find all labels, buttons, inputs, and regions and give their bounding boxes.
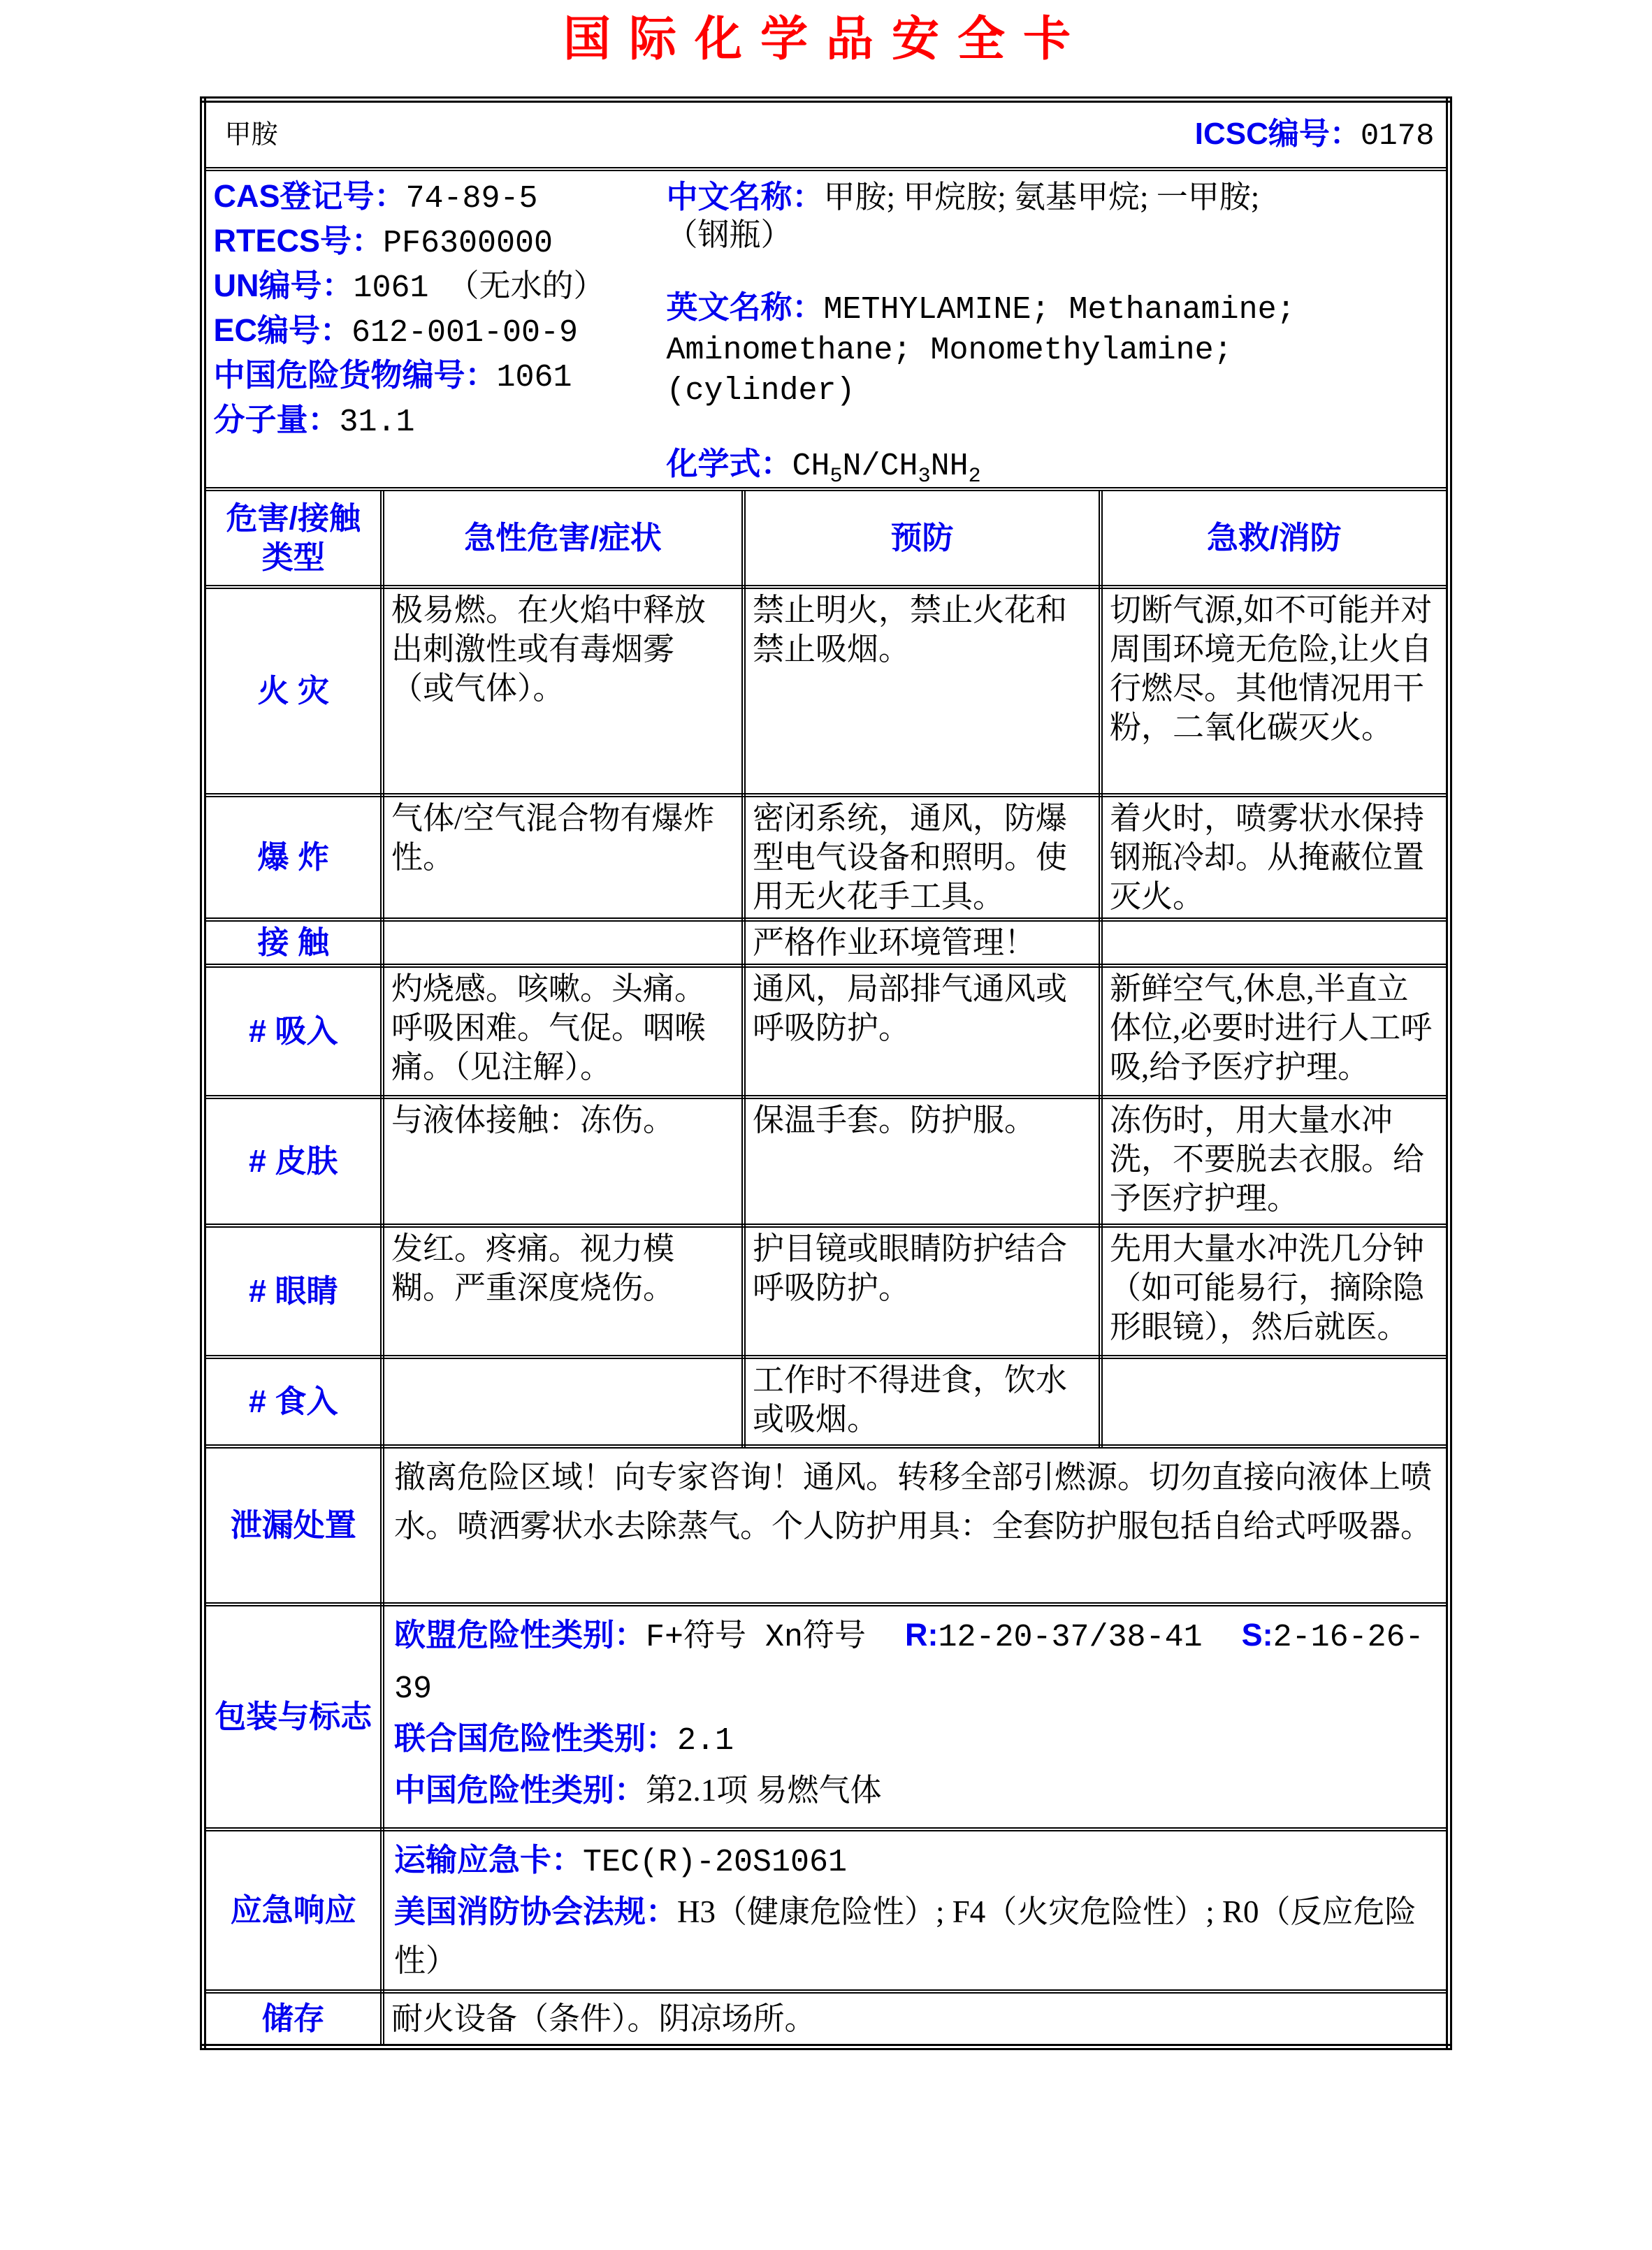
hazard-type-header: 危害/接触 类型 bbox=[203, 489, 382, 587]
ec-number: EC编号：612-001-00-9 bbox=[213, 312, 579, 351]
inhalation-prevention: 通风，局部排气通风或呼吸防护。 bbox=[744, 966, 1101, 1097]
contact-response bbox=[1101, 920, 1449, 966]
storage-row bbox=[203, 1991, 1449, 2047]
fire-prevention: 禁止明火，禁止火花和禁止吸烟。 bbox=[744, 587, 1101, 795]
eyes-response: 先用大量水冲洗几分钟（如可能易行，摘除隐形眼镜），然后就医。 bbox=[1101, 1226, 1449, 1357]
eyes-type-label: # 眼睛 bbox=[203, 1226, 382, 1357]
eyes-symptoms: 发红。疼痛。视力模糊。严重深度烧伤。 bbox=[382, 1226, 744, 1357]
chinese-names: 中文名称：甲胺; 甲烷胺; 氨基甲烷; 一甲胺; （钢瓶） bbox=[666, 179, 1260, 252]
china-hazard-class: 中国危险性类别：第2.1项 易燃气体 bbox=[393, 1772, 882, 1808]
skin-response: 冻伤时，用大量水冲洗，不要脱去衣服。给予医疗护理。 bbox=[1101, 1097, 1449, 1226]
fire-symptoms: 极易燃。在火焰中释放出刺激性或有毒烟雾（或气体）。 bbox=[382, 587, 744, 795]
skin-type-label: # 皮肤 bbox=[203, 1097, 382, 1226]
fire-type-label: 火 灾 bbox=[203, 587, 382, 795]
substance-name: 甲胺 bbox=[224, 120, 278, 150]
hazard-row-ingestion bbox=[203, 1357, 1449, 1446]
un-number: UN编号：1061 （无水的） bbox=[213, 268, 605, 306]
skin-prevention: 保温手套。防护服。 bbox=[744, 1097, 1101, 1226]
hazard-row-skin bbox=[203, 1097, 1449, 1226]
explosion-response: 着火时，喷雾状水保持钢瓶冷却。从掩蔽位置灭火。 bbox=[1101, 795, 1449, 920]
prevention-header: 预防 bbox=[744, 489, 1101, 587]
storage-label: 储存 bbox=[203, 1991, 382, 2047]
eyes-prevention: 护目镜或眼睛防护结合呼吸防护。 bbox=[744, 1226, 1101, 1357]
fire-response: 切断气源,如不可能并对周围环境无危险,让火自行燃尽。其他情况用干粉，二氧化碳灭火。 bbox=[1101, 587, 1449, 795]
contact-prevention: 严格作业环境管理！ bbox=[744, 920, 1101, 966]
ingestion-symptoms bbox=[382, 1357, 744, 1446]
explosion-symptoms: 气体/空气混合物有爆炸性。 bbox=[382, 795, 744, 920]
contact-symptoms bbox=[382, 920, 744, 966]
english-names: 英文名称：METHYLAMINE; Methanamine; Aminomethane; Monomethylamine; (cylinder) bbox=[666, 289, 1296, 409]
icsc-number-label: ICSC编号： bbox=[1194, 117, 1361, 151]
explosion-type-label: 爆 炸 bbox=[203, 795, 382, 920]
identifier-list bbox=[213, 173, 666, 486]
ingestion-type-label: # 食入 bbox=[203, 1357, 382, 1446]
eu-hazard-class: 欧盟危险性类别：F+符号 Xn符号 R:12-20-37/38-41 S:2-16-26-39 bbox=[393, 1617, 1424, 1707]
firstaid-header: 急救/消防 bbox=[1101, 489, 1449, 587]
un-hazard-class: 联合国危险性类别：2.1 bbox=[393, 1720, 734, 1759]
symptoms-header: 急性危害/症状 bbox=[382, 489, 744, 587]
transport-emergency-card: 运输应急卡：TEC(R)-20S1061 bbox=[393, 1842, 848, 1880]
hazard-row-fire bbox=[203, 587, 1449, 795]
skin-symptoms: 与液体接触：冻伤。 bbox=[382, 1097, 744, 1226]
nfpa-code: 美国消防协会法规：H3（健康危险性）; F4（火灾危险性）; R0（反应危险性） bbox=[393, 1894, 1416, 1978]
identification-cell bbox=[203, 169, 1449, 489]
identification-row bbox=[203, 169, 1449, 489]
inhalation-symptoms: 灼烧感。咳嗽。头痛。呼吸困难。气促。咽喉痛。（见注解）。 bbox=[382, 966, 744, 1097]
rtecs-number: RTECS号：PF6300000 bbox=[213, 223, 553, 261]
hazard-row-eyes bbox=[203, 1226, 1449, 1357]
safety-card-table bbox=[200, 96, 1451, 2050]
ingestion-prevention: 工作时不得进食，饮水或吸烟。 bbox=[744, 1357, 1101, 1446]
china-dangerous-goods-number: 中国危险货物编号：1061 bbox=[213, 357, 572, 395]
cas-number: CAS登记号：74-89-5 bbox=[213, 178, 538, 217]
packaging-content bbox=[382, 1604, 1449, 1829]
name-list bbox=[666, 173, 1438, 486]
spill-text: 撤离危险区域！向专家咨询！通风。转移全部引燃源。切勿直接向液体上喷水。喷洒雾状水去除蒸气。个人防护用具：全套防护服包括自给式呼吸器。 bbox=[382, 1446, 1449, 1604]
icsc-number-value: 0178 bbox=[1360, 119, 1435, 154]
explosion-prevention: 密闭系统，通风，防爆型电气设备和照明。使用无火花手工具。 bbox=[744, 795, 1101, 920]
contact-type-label: 接 触 bbox=[203, 920, 382, 966]
hazard-row-inhalation bbox=[203, 966, 1449, 1097]
hazard-row-explosion bbox=[203, 795, 1449, 920]
storage-text: 耐火设备（条件）。阴凉场所。 bbox=[382, 1991, 1449, 2047]
chemical-formula: 化学式：$CH_5N/CH_3NH_2$ bbox=[666, 446, 981, 488]
card-header-cell bbox=[203, 100, 1449, 170]
inhalation-type-label: # 吸入 bbox=[203, 966, 382, 1097]
spill-label: 泄漏处置 bbox=[203, 1446, 382, 1604]
page-title: 国际化学品安全卡 bbox=[563, 13, 1089, 66]
inhalation-response: 新鲜空气,休息,半直立体位,必要时进行人工呼吸,给予医疗护理。 bbox=[1101, 966, 1449, 1097]
packaging-row bbox=[203, 1604, 1449, 1829]
packaging-label: 包装与标志 bbox=[203, 1604, 382, 1829]
icsc-number bbox=[1195, 114, 1439, 156]
card-header-row bbox=[203, 100, 1449, 170]
hazard-row-contact bbox=[203, 920, 1449, 966]
hazard-header-row bbox=[203, 489, 1449, 587]
spill-row bbox=[203, 1446, 1449, 1604]
emergency-row bbox=[203, 1829, 1449, 1991]
ingestion-response bbox=[1101, 1357, 1449, 1446]
molecular-weight: 分子量：31.1 bbox=[213, 402, 415, 440]
emergency-label: 应急响应 bbox=[203, 1829, 382, 1991]
emergency-content bbox=[382, 1829, 1449, 1991]
